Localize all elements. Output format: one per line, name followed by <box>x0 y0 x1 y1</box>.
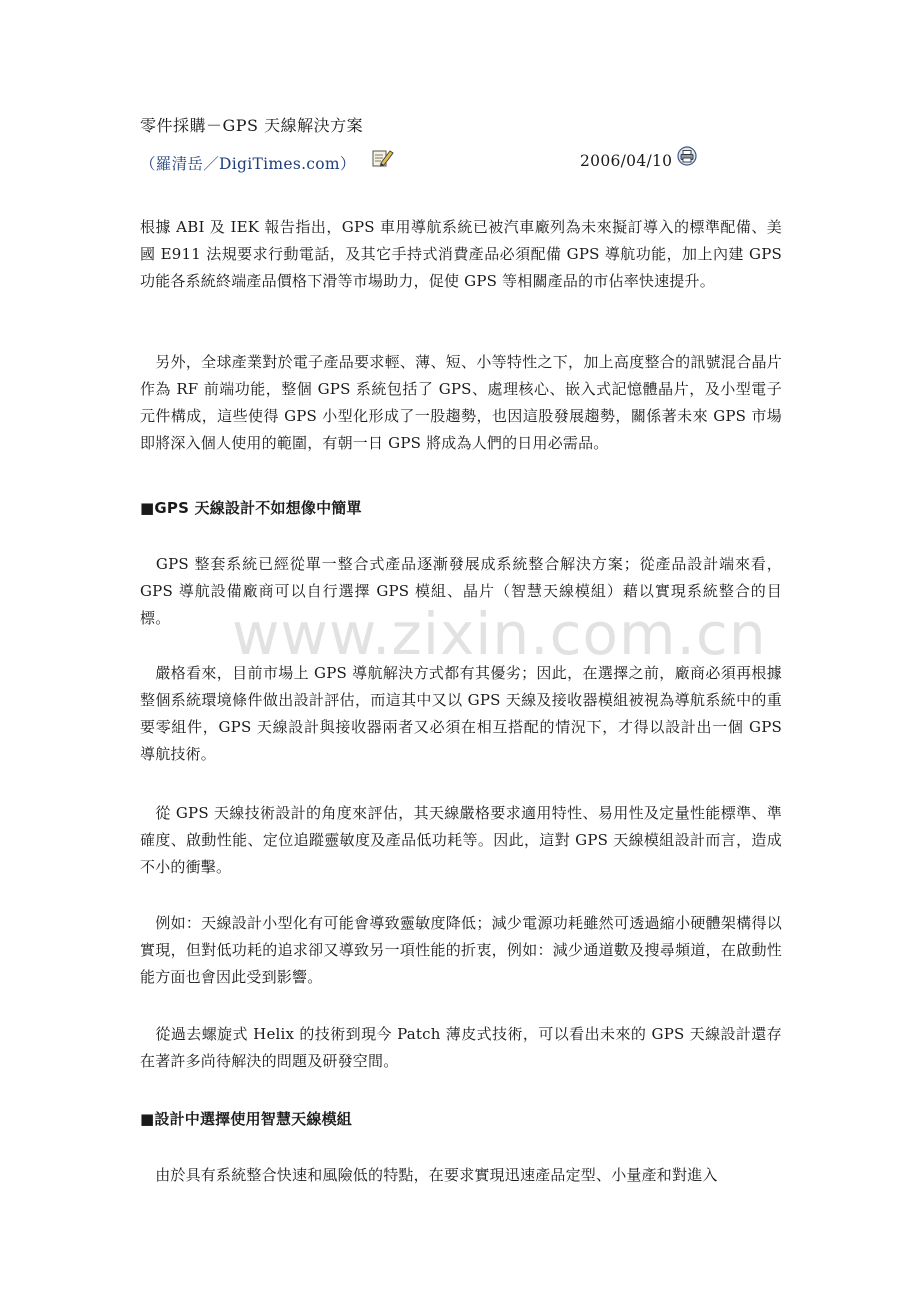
body-paragraph: 根據 ABI 及 IEK 報告指出，GPS 車用導航系統已被汽車廠列為未來擬訂導入的標準配備、美國 E911 法規要求行動電話，及其它手持式消費產品必須配備 GPS 導航功能，加上內建 GPS 功能各系統終端產品價格下滑等市場助力，促使 GPS 等相關產品的市佔率快速提升。 <box>140 218 782 290</box>
body-paragraph: 例如：天線設計小型化有可能會導致靈敏度降低；減少電源功耗雖然可透過縮小硬體架構得以實現，但對低功耗的追求卻又導致另一項性能的折衷，例如：減少通道數及搜尋頻道，在啟動性能方面也會因此受到影響。 <box>140 914 782 986</box>
article-byline: （羅清岳／DigiTimes.com） <box>140 155 356 173</box>
body-paragraph: 由於具有系統整合快速和風險低的特點，在要求實現迅速產品定型、小量產和對進入 <box>140 1166 718 1184</box>
body-paragraph: 另外，全球產業對於電子產品要求輕、薄、短、小等特性之下，加上高度整合的訊號混合晶片作為 RF 前端功能，整個 GPS 系統包括了 GPS、處理核心、嵌入式記憶體晶片，及小型電子元件構成，這些使得 GPS 小型化形成了一股趨勢，也因這股發展趨勢，關係著未來 GPS 市場即將深入個人使用的範圍，有朝一日 GPS 將成為人們的日用必需品。 <box>140 353 782 452</box>
article-title: 零件採購－GPS 天線解決方案 <box>140 116 364 135</box>
body-paragraph: 從 GPS 天線技術設計的角度來評估，其天線嚴格要求適用特性、易用性及定量性能標準、準確度、啟動性能、定位追蹤靈敏度及產品低功耗等。因此，這對 GPS 天線模組設計而言，造成不小的衝擊。 <box>140 804 782 876</box>
body-paragraph: GPS 整套系統已經從單一整合式產品逐漸發展成系統整合解決方案；從產品設計端來看，GPS 導航設備廠商可以自行選擇 GPS 模組、晶片（智慧天線模組）藉以實現系統整合的目標。 <box>140 555 782 627</box>
print-icon[interactable] <box>677 146 697 166</box>
article-date: 2006/04/10 <box>580 152 673 170</box>
section-heading: ■GPS 天線設計不如想像中簡單 <box>140 499 362 517</box>
edit-pencil-icon[interactable] <box>372 148 394 168</box>
body-paragraph: 從過去螺旋式 Helix 的技術到現今 Patch 薄皮式技術，可以看出未來的 GPS 天線設計還存在著許多尚待解決的問題及研發空間。 <box>140 1025 782 1070</box>
body-paragraph: 嚴格看來，目前市場上 GPS 導航解決方式都有其優劣；因此，在選擇之前，廠商必須再根據整個系統環境條件做出設計評估，而這其中又以 GPS 天線及接收器模組被視為導航系統中的重要零組件，GPS 天線設計與接收器兩者又必須在相互搭配的情況下，才得以設計出一個 GPS 導航技術。 <box>140 664 782 763</box>
watermark: www.zixin.com.cn <box>232 600 767 668</box>
section-heading: ■設計中選擇使用智慧天線模組 <box>140 1110 352 1128</box>
